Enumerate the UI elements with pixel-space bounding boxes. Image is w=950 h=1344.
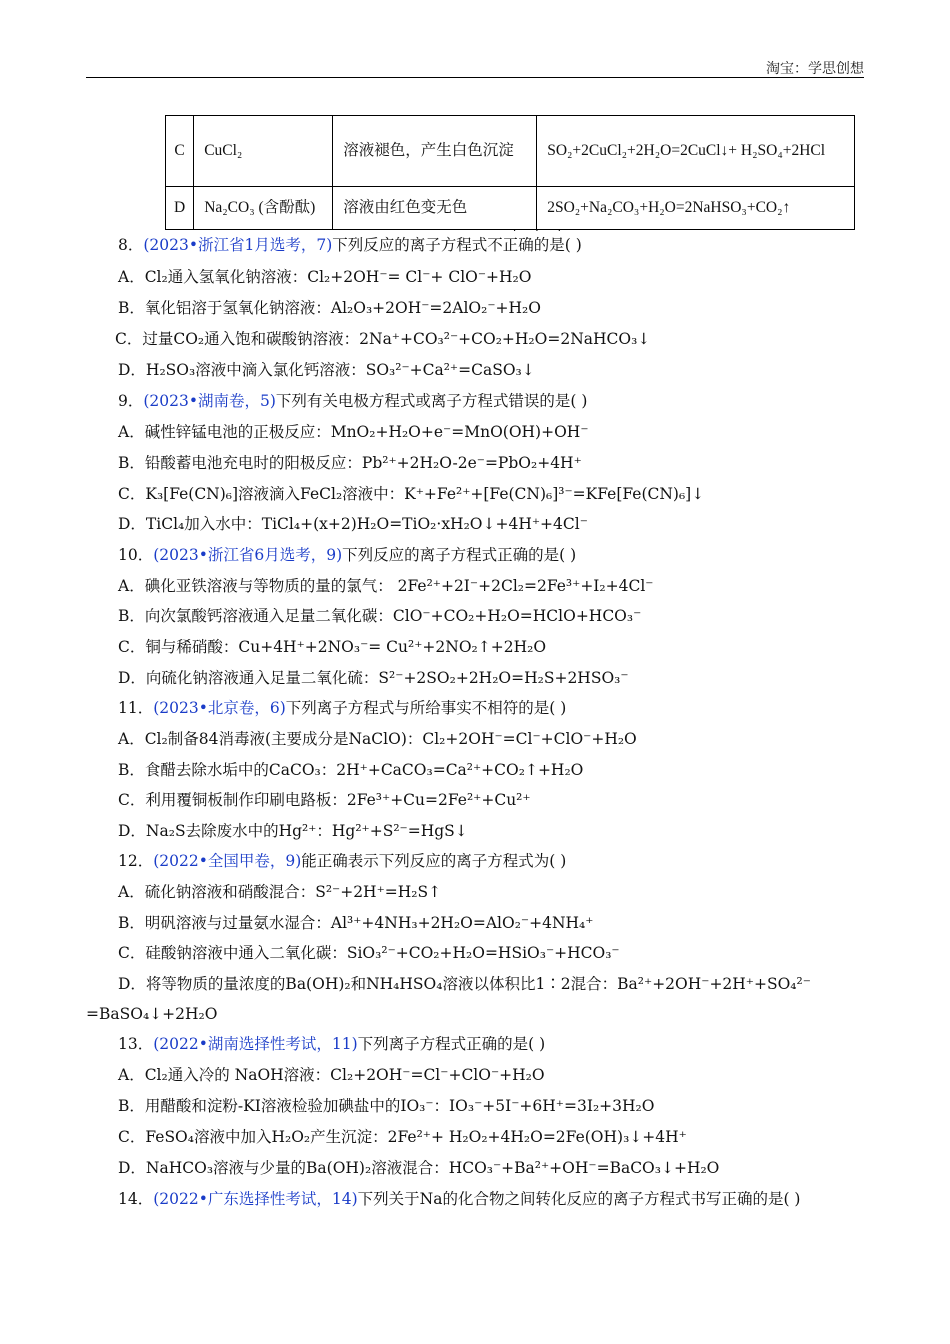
- question-stem: 下列离子方程式与所给事实不相符的是( ): [285, 699, 567, 717]
- row-label: C: [166, 116, 194, 187]
- option-b: B．食醋去除水垢中的CaCO₃：2H⁺+CaCO₃=Ca²⁺+CO₂↑+H₂O: [118, 761, 584, 779]
- option-c: C．铜与稀硝酸：Cu+4H⁺+2NO₃⁻= Cu²⁺+2NO₂↑+2H₂O: [118, 638, 547, 656]
- question-11: [118, 697, 566, 719]
- question-number: 12．: [118, 852, 154, 870]
- question-stem: 下列离子方程式正确的是( ): [357, 1035, 546, 1053]
- option-d: D．TiCl₄加入水中：TiCl₄+(x+2)H₂O=TiO₂·xH₂O↓+4H⁺+4Cl⁻: [118, 515, 588, 533]
- option-d: D．Na₂S去除废水中的Hg²⁺：Hg²⁺+S²⁻=HgS↓: [118, 822, 468, 840]
- question-number: 14．: [118, 1190, 154, 1208]
- question-stem: 下列反应的离子方程式不正确的是( ): [332, 236, 582, 254]
- table-row: [166, 187, 855, 230]
- option-b: B．铅酸蓄电池充电时的阳极反应：Pb²⁺+2H₂O-2e⁻=PbO₂+4H⁺: [118, 454, 582, 472]
- option-a: A．Cl₂制备84消毒液(主要成分是NaClO)：Cl₂+2OH⁻=Cl⁻+ClO⁻+H₂O: [118, 730, 637, 748]
- option-c: C．K₃[Fe(CN)₆]溶液滴入FeCl₂溶液中：K⁺+Fe²⁺+[Fe(CN)₆]³⁻=KFe[Fe(CN)₆]↓: [118, 485, 705, 503]
- emphasis-dots: · · ·: [513, 226, 569, 237]
- question-number: 8．: [118, 236, 144, 254]
- option-a: A．Cl₂通入冷的 NaOH溶液：Cl₂+2OH⁻=Cl⁻+ClO⁻+H₂O: [118, 1066, 545, 1084]
- question-source: (2023•浙江省1月选考，7): [143, 236, 333, 254]
- question-14: [118, 1188, 800, 1210]
- question-source: (2022•湖南选择性考试，11): [153, 1035, 358, 1053]
- question-source: (2022•全国甲卷，9): [153, 852, 302, 870]
- option-b: B．氧化铝溶于氢氧化钠溶液：Al₂O₃+2OH⁻=2AlO₂⁻+H₂O: [118, 299, 541, 317]
- option-c: C．硅酸钠溶液中通入二氧化碳：SiO₃²⁻+CO₂+H₂O=HSiO₃⁻+HCO₃⁻: [118, 944, 620, 962]
- question-number: 10．: [118, 546, 154, 564]
- question-8: [118, 234, 582, 256]
- option-a: A．Cl₂通入氢氧化钠溶液：Cl₂+2OH⁻= Cl⁻+ ClO⁻+H₂O: [118, 268, 532, 286]
- question-10: [118, 544, 576, 566]
- question-source: (2023•浙江省6月选考，9): [153, 546, 343, 564]
- option-c: C．利用覆铜板制作印刷电路板：2Fe³⁺+Cu=2Fe²⁺+Cu²⁺: [118, 791, 531, 809]
- option-b: B．用醋酸和淀粉-KI溶液检验加碘盐中的IO₃⁻：IO₃⁻+5I⁻+6H⁺=3I₂+3H₂O: [118, 1097, 655, 1115]
- equation-cell: SO₂+2CuCl₂+2H₂O=2CuCl↓+ H₂SO₄+2HCl: [537, 116, 855, 187]
- option-b: B．明矾溶液与过量氨水湿合：Al³⁺+4NH₃+2H₂O=AlO₂⁻+4NH₄⁺: [118, 914, 594, 932]
- option-d-continuation: =BaSO₄↓+2H₂O: [86, 1005, 218, 1023]
- options-table: [165, 115, 855, 230]
- question-number: 9．: [118, 392, 144, 410]
- question-9: [118, 390, 587, 412]
- question-stem: 下列有关电极方程式或离子方程式错误的是( ): [275, 392, 588, 410]
- equation-cell: 2SO₂+Na₂CO₃+H₂O=2NaHSO₃+CO₂↑: [537, 187, 855, 230]
- question-stem: 下列反应的离子方程式正确的是( ): [342, 546, 577, 564]
- option-d: D．H₂SO₃溶液中滴入氯化钙溶液：SO₃²⁻+Ca²⁺=CaSO₃↓: [118, 361, 535, 379]
- question-source: (2023•湖南卷，5): [143, 392, 276, 410]
- row-label: D: [166, 187, 194, 230]
- phenomenon-cell: 溶液褪色，产生白色沉淀: [333, 116, 537, 187]
- question-stem: 能正确表示下列反应的离子方程式为( ): [301, 852, 567, 870]
- option-d: D．将等物质的量浓度的Ba(OH)₂和NH₄HSO₄溶液以体积比1∶2混合：Ba²⁺+2OH⁻+2H⁺+SO₄²⁻: [118, 975, 811, 993]
- reagent-cell: Na₂CO₃ (含酚酞): [194, 187, 333, 230]
- option-a: A．硫化钠溶液和硝酸混合：S²⁻+2H⁺=H₂S↑: [118, 883, 442, 901]
- question-13: [118, 1033, 545, 1055]
- phenomenon-cell: 溶液由红色变无色: [333, 187, 537, 230]
- option-d: D．向硫化钠溶液通入足量二氧化硫：S²⁻+2SO₂+2H₂O=H₂S+2HSO₃⁻: [118, 669, 629, 687]
- option-c: C．过量CO₂通入饱和碳酸钠溶液：2Na⁺+CO₃²⁻+CO₂+H₂O=2NaHCO₃↓: [115, 330, 651, 348]
- header-brand: 淘宝：学思创想: [766, 61, 864, 77]
- option-b: B．向次氯酸钙溶液通入足量二氧化碳：ClO⁻+CO₂+H₂O=HClO+HCO₃⁻: [118, 607, 642, 625]
- header-divider: [86, 77, 864, 78]
- question-stem: 下列关于Na的化合物之间转化反应的离子方程式书写正确的是( ): [357, 1190, 801, 1208]
- question-source: (2023•北京卷，6): [153, 699, 286, 717]
- option-a: A．碱性锌锰电池的正极反应：MnO₂+H₂O+e⁻=MnO(OH)+OH⁻: [118, 423, 589, 441]
- table-row: [166, 116, 855, 187]
- option-c: C．FeSO₄溶液中加入H₂O₂产生沉淀：2Fe²⁺+ H₂O₂+4H₂O=2Fe(OH)₃↓+4H⁺: [118, 1128, 687, 1146]
- question-source: (2022•广东选择性考试，14): [153, 1190, 358, 1208]
- question-number: 13．: [118, 1035, 154, 1053]
- option-d: D．NaHCO₃溶液与少量的Ba(OH)₂溶液混合：HCO₃⁻+Ba²⁺+OH⁻=BaCO₃↓+H₂O: [118, 1159, 720, 1177]
- question-number: 11．: [118, 699, 154, 717]
- question-12: [118, 850, 566, 872]
- option-a: A．碘化亚铁溶液与等物质的量的氯气： 2Fe²⁺+2I⁻+2Cl₂=2Fe³⁺+I₂+4Cl⁻: [118, 577, 654, 595]
- reagent-cell: CuCl₂: [194, 116, 333, 187]
